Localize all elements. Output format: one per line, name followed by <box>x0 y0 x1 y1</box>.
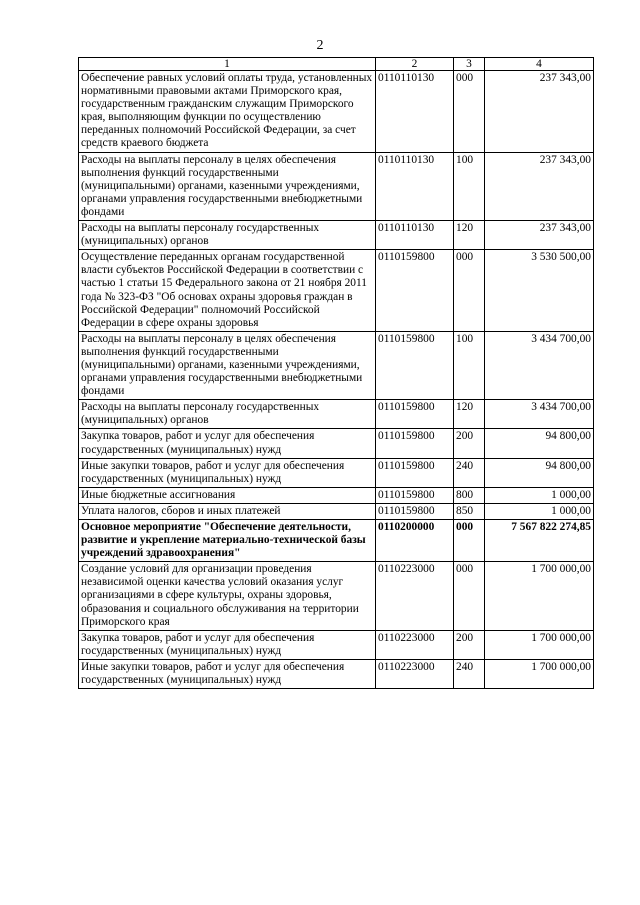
column-header-amount: 4 <box>485 58 594 71</box>
cell-amount: 94 800,00 <box>485 458 594 487</box>
cell-code: 0110159800 <box>376 331 454 399</box>
budget-table <box>78 57 594 689</box>
cell-amount: 237 343,00 <box>485 71 594 153</box>
cell-code: 0110223000 <box>376 562 454 630</box>
cell-code: 0110110130 <box>376 71 454 153</box>
table-row <box>79 562 594 630</box>
table-row <box>79 400 594 429</box>
cell-code: 0110200000 <box>376 520 454 562</box>
cell-kind: 120 <box>454 221 485 250</box>
page-number: 2 <box>316 38 324 53</box>
table-row <box>79 503 594 519</box>
cell-code: 0110159800 <box>376 487 454 503</box>
cell-name: Основное мероприятие "Обеспечение деятельности, развитие и укрепление материально-технической базы учреждений здравоохранения" <box>79 520 376 562</box>
cell-name: Закупка товаров, работ и услуг для обеспечения государственных (муниципальных) нужд <box>79 630 376 659</box>
cell-amount: 7 567 822 274,85 <box>485 520 594 562</box>
cell-amount: 1 700 000,00 <box>485 659 594 688</box>
cell-code: 0110159800 <box>376 429 454 458</box>
cell-name: Осуществление переданных органам государственной власти субъектов Российской Федерации в соответствии с частью 1 статьи 15 Федерального закона от 21 ноября 2011 года № 323-ФЗ "Об основах охраны здоровья граждан в Российской Федерации" полномочий Российской Федерации в сфере охраны здоровья <box>79 250 376 332</box>
cell-code: 0110159800 <box>376 250 454 332</box>
cell-amount: 237 343,00 <box>485 221 594 250</box>
cell-name: Создание условий для организации проведения независимой оценки качества условий оказания услуг организациями в сфере культуры, охраны здоровья, образования и социального обслуживания на территории Приморского края <box>79 562 376 630</box>
table-row <box>79 458 594 487</box>
cell-name: Расходы на выплаты персоналу государственных (муниципальных) органов <box>79 221 376 250</box>
cell-amount: 94 800,00 <box>485 429 594 458</box>
column-header-kind: 3 <box>454 58 485 71</box>
cell-amount: 1 700 000,00 <box>485 630 594 659</box>
cell-name: Обеспечение равных условий оплаты труда, установленных нормативными правовыми актами Приморского края, государственным гражданским служащим Приморского края, выполняющим функции по осуществлению переданных полномочий Российской Федерации, за счет средств краевого бюджета <box>79 71 376 153</box>
column-header-code: 2 <box>376 58 454 71</box>
column-header-name: 1 <box>79 58 376 71</box>
cell-kind: 200 <box>454 630 485 659</box>
cell-name: Расходы на выплаты персоналу государственных (муниципальных) органов <box>79 400 376 429</box>
cell-code: 0110159800 <box>376 400 454 429</box>
table-row <box>79 630 594 659</box>
table-row <box>79 429 594 458</box>
cell-kind: 000 <box>454 71 485 153</box>
cell-kind: 240 <box>454 659 485 688</box>
table-row <box>79 71 594 153</box>
cell-code: 0110110130 <box>376 152 454 220</box>
cell-code: 0110223000 <box>376 659 454 688</box>
cell-amount: 1 000,00 <box>485 487 594 503</box>
cell-amount: 237 343,00 <box>485 152 594 220</box>
cell-kind: 240 <box>454 458 485 487</box>
cell-name: Уплата налогов, сборов и иных платежей <box>79 503 376 519</box>
cell-kind: 000 <box>454 562 485 630</box>
cell-kind: 100 <box>454 152 485 220</box>
cell-kind: 000 <box>454 520 485 562</box>
table-row <box>79 221 594 250</box>
cell-name: Иные бюджетные ассигнования <box>79 487 376 503</box>
cell-code: 0110110130 <box>376 221 454 250</box>
table-header-row <box>79 58 594 71</box>
cell-name: Иные закупки товаров, работ и услуг для обеспечения государственных (муниципальных) нужд <box>79 659 376 688</box>
cell-amount: 3 434 700,00 <box>485 331 594 399</box>
table-row <box>79 331 594 399</box>
cell-name: Расходы на выплаты персоналу в целях обеспечения выполнения функций государственными (муниципальными) органами, казенными учреждениями, органами управления государственными внебюджетными фондами <box>79 331 376 399</box>
table-row <box>79 659 594 688</box>
cell-kind: 850 <box>454 503 485 519</box>
cell-code: 0110159800 <box>376 458 454 487</box>
table-row <box>79 152 594 220</box>
table-row <box>79 487 594 503</box>
cell-amount: 3 434 700,00 <box>485 400 594 429</box>
cell-kind: 800 <box>454 487 485 503</box>
table-row <box>79 520 594 562</box>
cell-kind: 200 <box>454 429 485 458</box>
cell-name: Иные закупки товаров, работ и услуг для обеспечения государственных (муниципальных) нужд <box>79 458 376 487</box>
cell-amount: 3 530 500,00 <box>485 250 594 332</box>
cell-code: 0110159800 <box>376 503 454 519</box>
cell-name: Расходы на выплаты персоналу в целях обеспечения выполнения функций государственными (муниципальными) органами, казенными учреждениями, органами управления государственными внебюджетными фондами <box>79 152 376 220</box>
cell-kind: 100 <box>454 331 485 399</box>
cell-name: Закупка товаров, работ и услуг для обеспечения государственных (муниципальных) нужд <box>79 429 376 458</box>
cell-amount: 1 000,00 <box>485 503 594 519</box>
table-row <box>79 250 594 332</box>
cell-code: 0110223000 <box>376 630 454 659</box>
cell-kind: 000 <box>454 250 485 332</box>
cell-amount: 1 700 000,00 <box>485 562 594 630</box>
cell-kind: 120 <box>454 400 485 429</box>
